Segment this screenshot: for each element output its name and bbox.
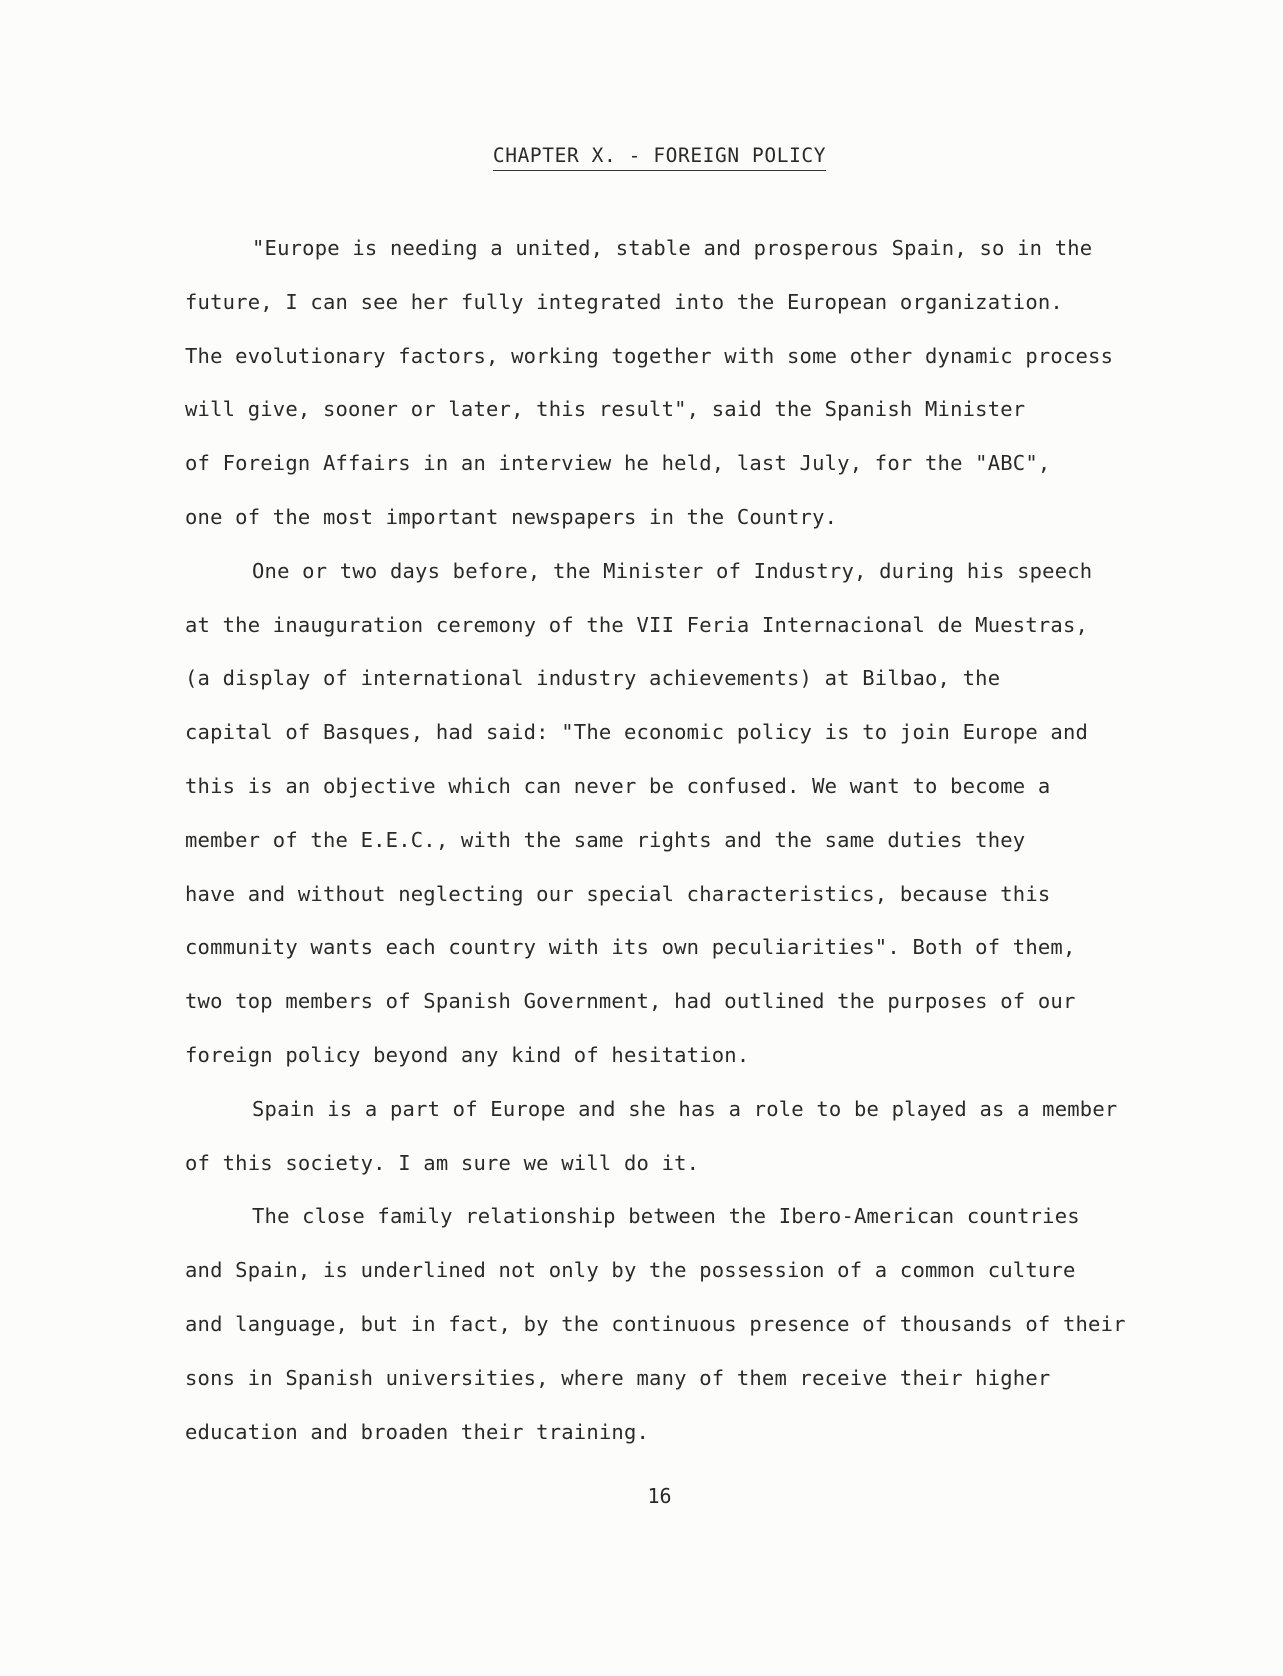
text-line: "Europe is needing a united, stable and prosperous Spain, so in the: [252, 236, 1093, 260]
page-number: 16: [647, 1484, 672, 1508]
text-line: foreign policy beyond any kind of hesitation.: [185, 1042, 750, 1067]
text-line: of this society. I am sure we will do it.: [185, 1150, 700, 1175]
chapter-title-text: CHAPTER X. - FOREIGN POLICY: [493, 144, 826, 171]
text-line: and language, but in fact, by the continuous presence of thousands of their: [185, 1311, 1126, 1336]
text-line: (a display of international industry achievements) at Bilbao, the: [185, 666, 1001, 691]
text-line: community wants each country with its own peculiarities". Both of them,: [185, 935, 1076, 960]
text-line: one of the most important newspapers in the Country.: [185, 504, 838, 529]
text-line: Spain is a part of Europe and she has a role to be played as a member: [252, 1096, 1118, 1121]
chapter-title: [0, 144, 1283, 171]
text-line: The close family relationship between the Ibero-American countries: [252, 1204, 1080, 1229]
text-line: of Foreign Affairs in an interview he held, last July, for the "ABC",: [185, 451, 1051, 476]
text-line: have and without neglecting our special characteristics, because this: [185, 881, 1051, 906]
text-line: this is an objective which can never be confused. We want to become a: [185, 773, 1051, 798]
text-line: future, I can see her fully integrated into the European organization.: [185, 289, 1063, 314]
text-line: capital of Basques, had said: "The economic policy is to join Europe and: [185, 720, 1089, 745]
text-line: and Spain, is underlined not only by the possession of a common culture: [185, 1258, 1076, 1283]
text-line: two top members of Spanish Government, had outlined the purposes of our: [185, 989, 1076, 1014]
text-line: education and broaden their training.: [185, 1419, 650, 1444]
text-line: will give, sooner or later, this result", said the Spanish Minister: [185, 397, 1026, 422]
text-line: sons in Spanish universities, where many of them receive their higher: [185, 1365, 1051, 1390]
body-text: [185, 222, 1225, 1459]
text-line: at the inauguration ceremony of the VII Feria Internacional de Muestras,: [185, 612, 1089, 637]
text-line: member of the E.E.C., with the same rights and the same duties they: [185, 827, 1026, 852]
text-line: One or two days before, the Minister of Industry, during his speech: [252, 558, 1093, 583]
text-line: The evolutionary factors, working together with some other dynamic process: [185, 343, 1114, 368]
